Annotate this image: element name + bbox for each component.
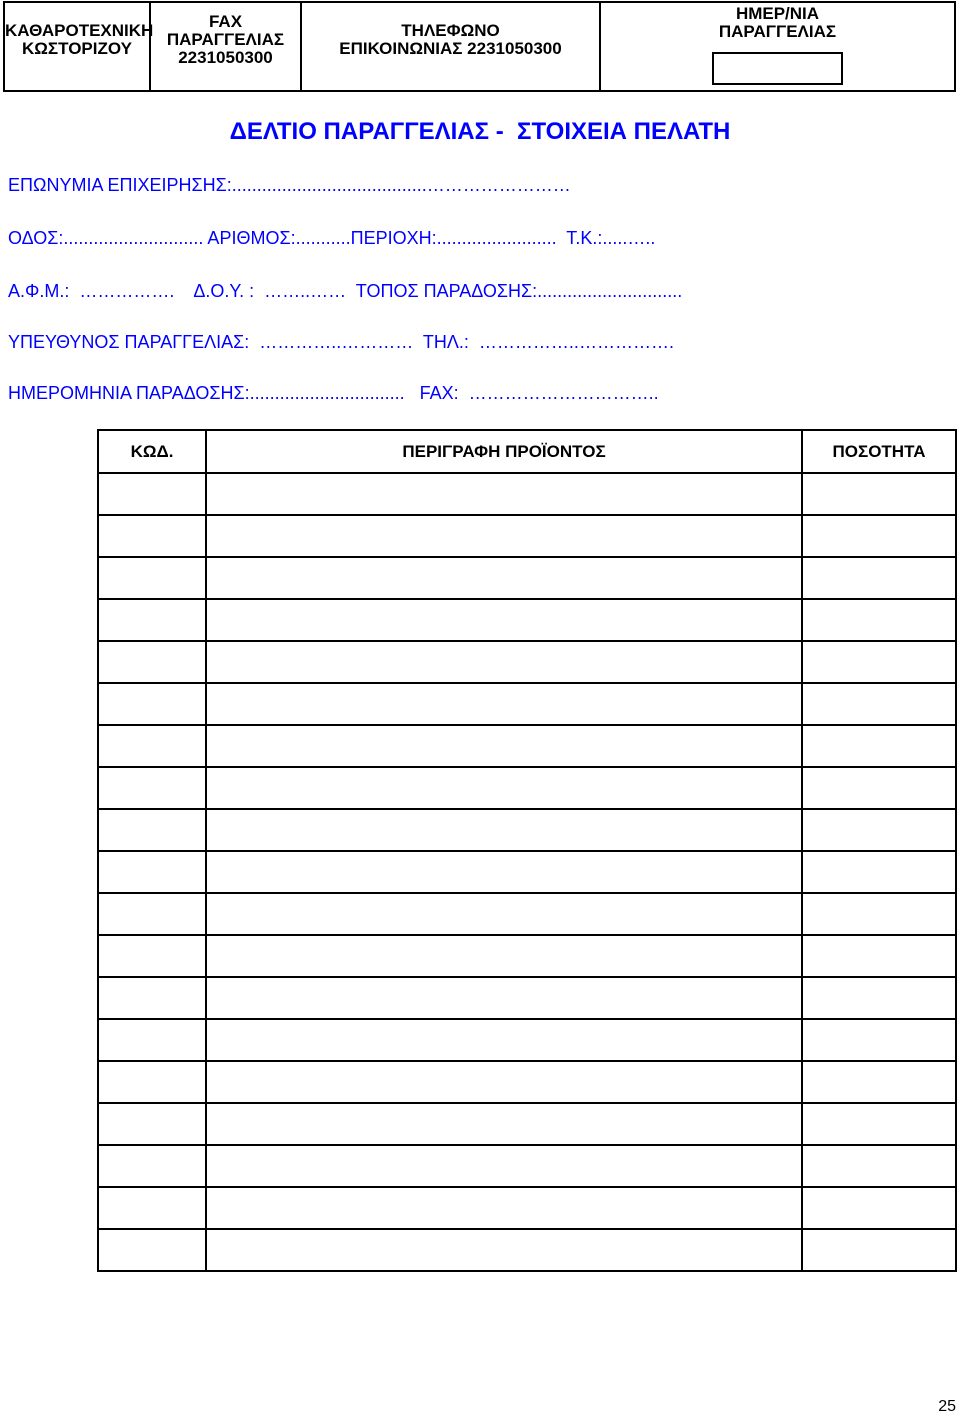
table-row [98, 1103, 956, 1145]
document-title: ΔΕΛΤΙΟ ΠΑΡΑΓΓΕΛΙΑΣ - ΣΤΟΙΧΕΙΑ ΠΕΛΑΤΗ [229, 118, 731, 145]
quantity-cell[interactable] [802, 1145, 956, 1187]
code-cell[interactable] [98, 1103, 206, 1145]
code-cell[interactable] [98, 1019, 206, 1061]
quantity-cell[interactable] [802, 1019, 956, 1061]
table-row [98, 1061, 956, 1103]
table-header-row [98, 430, 956, 473]
page-number: 25 [938, 1398, 956, 1415]
table-row [98, 851, 956, 893]
description-cell[interactable] [206, 683, 802, 725]
description-cell[interactable] [206, 767, 802, 809]
code-cell[interactable] [98, 515, 206, 557]
fax-label: FAX [208, 12, 243, 31]
table-row [98, 767, 956, 809]
description-cell[interactable] [206, 1019, 802, 1061]
code-cell[interactable] [98, 473, 206, 515]
code-cell[interactable] [98, 1061, 206, 1103]
code-cell[interactable] [98, 1145, 206, 1187]
table-row [98, 599, 956, 641]
description-cell[interactable] [206, 515, 802, 557]
description-cell[interactable] [206, 893, 802, 935]
code-cell[interactable] [98, 557, 206, 599]
description-cell[interactable] [206, 1145, 802, 1187]
code-cell[interactable] [98, 935, 206, 977]
table-row [98, 515, 956, 557]
table-row [98, 893, 956, 935]
description-cell[interactable] [206, 1103, 802, 1145]
code-cell[interactable] [98, 641, 206, 683]
table-row [98, 557, 956, 599]
description-cell[interactable] [206, 599, 802, 641]
quantity-cell[interactable] [802, 1103, 956, 1145]
company-cell [4, 2, 154, 91]
table-row [98, 683, 956, 725]
quantity-cell[interactable] [802, 641, 956, 683]
column-header-description: ΠΕΡΙΓΡΑΦΗ ΠΡΟΪΟΝΤΟΣ [206, 430, 802, 473]
quantity-cell[interactable] [802, 851, 956, 893]
description-cell[interactable] [206, 1187, 802, 1229]
table-row [98, 977, 956, 1019]
quantity-cell[interactable] [802, 1061, 956, 1103]
company-name-line1: ΚΑΘΑΡΟΤΕΧΝΙΚΗ [5, 21, 154, 40]
code-cell[interactable] [98, 893, 206, 935]
quantity-cell[interactable] [802, 1187, 956, 1229]
tax-info-field[interactable]: Α.Φ.Μ.: ……………. Δ.Ο.Υ. : ……..…… ΤΟΠΟΣ ΠΑΡΑΔΟΣΗΣ:............................. [8, 281, 683, 301]
code-cell[interactable] [98, 1229, 206, 1271]
quantity-cell[interactable] [802, 809, 956, 851]
order-date-label-order: ΠΑΡΑΓΓΕΛΙΑΣ [718, 22, 837, 41]
description-cell[interactable] [206, 641, 802, 683]
column-header-quantity: ΠΟΣΟΤΗΤΑ [802, 430, 956, 473]
quantity-cell[interactable] [802, 557, 956, 599]
phone-number: ΕΠΙΚΟΙΝΩΝΙΑΣ 2231050300 [339, 39, 562, 58]
fax-number: 2231050300 [178, 48, 273, 67]
phone-cell [301, 2, 600, 91]
description-cell[interactable] [206, 725, 802, 767]
table-row [98, 1229, 956, 1271]
delivery-date-field[interactable]: ΗΜΕΡΟΜΗΝΙΑ ΠΑΡΑΔΟΣΗΣ:............................... FAX: ………………………….. [8, 383, 659, 403]
quantity-cell[interactable] [802, 977, 956, 1019]
quantity-cell[interactable] [802, 767, 956, 809]
code-cell[interactable] [98, 725, 206, 767]
description-cell[interactable] [206, 935, 802, 977]
order-manager-field[interactable]: ΥΠΕΥΘΥΝΟΣ ΠΑΡΑΓΓΕΛΙΑΣ: …………..………… ΤΗΛ.: ……………..……………. [8, 332, 674, 352]
quantity-cell[interactable] [802, 935, 956, 977]
description-cell[interactable] [206, 977, 802, 1019]
quantity-cell[interactable] [802, 473, 956, 515]
table-row [98, 809, 956, 851]
fax-label-order: ΠΑΡΑΓΓΕΛΙΑΣ [166, 30, 285, 49]
code-cell[interactable] [98, 683, 206, 725]
description-cell[interactable] [206, 851, 802, 893]
quantity-cell[interactable] [802, 599, 956, 641]
company-name-field[interactable]: ΕΠΩΝΥΜΙΑ ΕΠΙΧΕΙΡΗΣΗΣ:.......................................…………………… [8, 175, 571, 195]
description-cell[interactable] [206, 1061, 802, 1103]
description-cell[interactable] [206, 473, 802, 515]
product-rows [98, 473, 956, 1271]
code-cell[interactable] [98, 767, 206, 809]
description-cell[interactable] [206, 557, 802, 599]
quantity-cell[interactable] [802, 515, 956, 557]
company-name-line2: ΚΩΣΤΟΡΙΖΟΥ [22, 39, 132, 58]
product-table [97, 429, 957, 1272]
fax-cell [150, 2, 301, 91]
table-row [98, 1019, 956, 1061]
quantity-cell[interactable] [802, 725, 956, 767]
description-cell[interactable] [206, 1229, 802, 1271]
table-row [98, 1145, 956, 1187]
description-cell[interactable] [206, 809, 802, 851]
header-table [3, 1, 956, 92]
quantity-cell[interactable] [802, 1229, 956, 1271]
table-row [98, 1187, 956, 1229]
table-row [98, 641, 956, 683]
quantity-cell[interactable] [802, 893, 956, 935]
code-cell[interactable] [98, 977, 206, 1019]
table-row [98, 935, 956, 977]
address-field[interactable]: ΟΔΟΣ:............................ ΑΡΙΘΜΟΣ:...........ΠΕΡΙΟΧΗ:........................ Τ.Κ.:.....….. [8, 228, 656, 248]
code-cell[interactable] [98, 1187, 206, 1229]
order-date-label: ΗΜΕΡ/ΝΙΑ [735, 4, 820, 23]
code-cell[interactable] [98, 599, 206, 641]
quantity-cell[interactable] [802, 683, 956, 725]
table-row [98, 725, 956, 767]
table-row [98, 473, 956, 515]
order-date-cell [600, 2, 955, 91]
phone-label: ΤΗΛΕΦΩΝΟ [401, 21, 500, 40]
order-date-field[interactable] [712, 52, 843, 85]
code-cell[interactable] [98, 809, 206, 851]
code-cell[interactable] [98, 851, 206, 893]
column-header-code: ΚΩΔ. [98, 430, 206, 473]
